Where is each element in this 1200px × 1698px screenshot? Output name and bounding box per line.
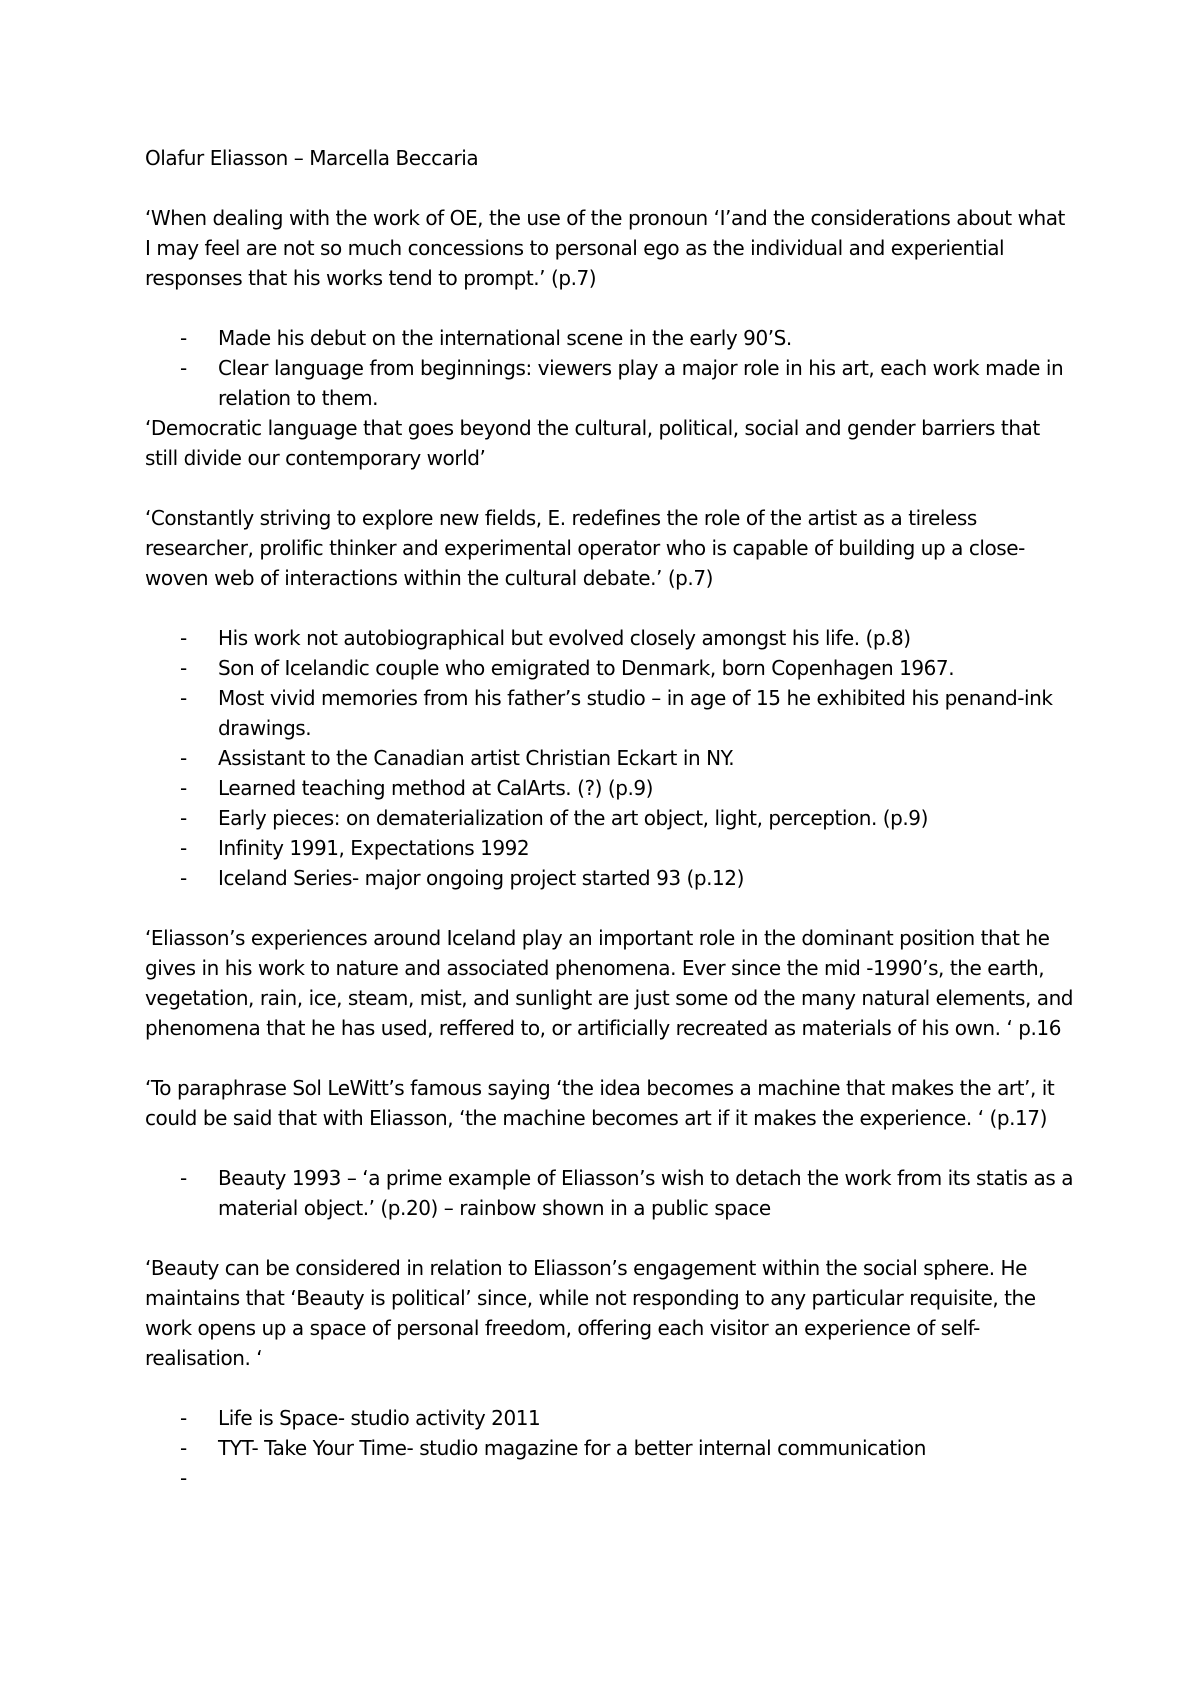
blank-line [145,293,1075,323]
list-item-text: His work not autobiographical but evolved closely amongst his life. (p.8) [218,626,911,650]
quote-paragraph-1: ‘When dealing with the work of OE, the use of the pronoun ‘I’and the considerations about what I may feel are not so much concessions to personal ego as the individual and experiential responses that his works tend to prompt.’ (p.7) [145,206,1065,290]
bullet-dash: - [180,1406,187,1430]
list-item [145,833,1075,863]
blank-line [145,1133,1075,1163]
list-item [145,1463,1075,1493]
blank-line [145,1373,1075,1403]
list-item [145,323,1075,353]
bullet-dash: - [180,1436,187,1460]
document-title: Olafur Eliasson – Marcella Beccaria [145,146,479,170]
list-item [145,683,1075,743]
bullet-dash: - [180,836,187,860]
quote-paragraph-2: ‘Democratic language that goes beyond the cultural, political, social and gender barriers that still divide our contemporary world’ [145,416,1040,470]
bullet-dash: - [180,686,187,710]
list-item [145,1433,1075,1463]
document-page [145,143,1075,1493]
list-item-text: Early pieces: on dematerialization of the art object, light, perception. (p.9) [218,806,928,830]
list-item-text: Assistant to the Canadian artist Christian Eckart in NY. [218,746,735,770]
list-item [145,1163,1075,1223]
list-item-text: Infinity 1991, Expectations 1992 [218,836,530,860]
bullet-dash: - [180,1166,187,1190]
quote-paragraph-3: ‘Constantly striving to explore new fields, E. redefines the role of the artist as a tireless researcher, prolific thinker and experimental operator who is capable of building up a close-woven web of interactions within the cultural debate.’ (p.7) [145,506,1025,590]
bullet-dash: - [180,806,187,830]
list-item [145,1403,1075,1433]
blank-line [145,893,1075,923]
list-item-text: Son of Icelandic couple who emigrated to Denmark, born Copenhagen 1967. [218,656,955,680]
list-item-text: Life is Space- studio activity 2011 [218,1406,541,1430]
list-item-text: Clear language from beginnings: viewers play a major role in his art, each work made in relation to them. [218,356,1064,410]
bullet-dash: - [180,656,187,680]
list-item [145,743,1075,773]
quote-paragraph-4: ‘Eliasson’s experiences around Iceland play an important role in the dominant position that he gives in his work to nature and associated phenomena. Ever since the mid -1990’s, the earth, vegetation, rain, ice, steam, mist, and sunlight are just some od the many natural elements, and phenomena that he has used, reffered to, or artificially recreated as materials of his own. ‘ p.16 [145,926,1074,1040]
list-item [145,653,1075,683]
list-item [145,863,1075,893]
bullet-list-1 [145,323,1075,413]
bullet-list-4 [145,1403,1075,1493]
list-item-text: Learned teaching method at CalArts. (?) (p.9) [218,776,654,800]
bullet-dash: - [180,746,187,770]
bullet-list-3 [145,1163,1075,1223]
blank-line [145,1223,1075,1253]
bullet-dash: - [180,776,187,800]
bullet-list-2 [145,623,1075,893]
blank-line [145,1043,1075,1073]
bullet-dash: - [180,866,187,890]
list-item-text: Beauty 1993 – ‘a prime example of Eliasson’s wish to detach the work from its statis as a material object.’ (p.20) – rainbow shown in a public space [218,1166,1074,1220]
bullet-dash: - [180,356,187,380]
bullet-dash: - [180,326,187,350]
list-item-text: Made his debut on the international scene in the early 90’S. [218,326,792,350]
quote-paragraph-6: ‘Beauty can be considered in relation to Eliasson’s engagement within the social sphere. He maintains that ‘Beauty is political’ since, while not responding to any particular requisite, the work opens up a space of personal freedom, offering each visitor an experience of self-realisation. ‘ [145,1256,1036,1370]
quote-paragraph-5: ‘To paraphrase Sol LeWitt’s famous saying ‘the idea becomes a machine that makes the art’, it could be said that with Eliasson, ‘the machine becomes art if it makes the experience. ‘ (p.17) [145,1076,1055,1130]
blank-line [145,593,1075,623]
blank-line [145,473,1075,503]
blank-line [145,173,1075,203]
bullet-dash: - [180,1466,187,1490]
list-item [145,773,1075,803]
list-item-text: Iceland Series- major ongoing project started 93 (p.12) [218,866,744,890]
bullet-dash: - [180,626,187,650]
list-item [145,353,1075,413]
list-item-text: Most vivid memories from his father’s studio – in age of 15 he exhibited his penand-ink drawings. [218,686,1053,740]
list-item [145,803,1075,833]
list-item-text: TYT- Take Your Time- studio magazine for a better internal communication [218,1436,926,1460]
list-item [145,623,1075,653]
